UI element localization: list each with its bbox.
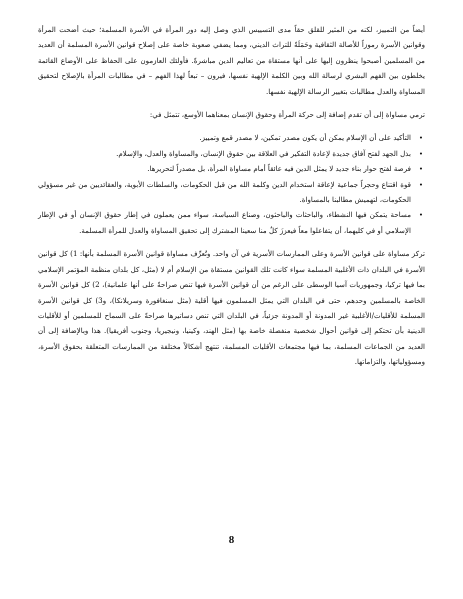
list-item: • فرصة لفتح حوار بناء جديد لا يمثل الدين فيه عائقاً أمام مساواة المرأة، بل مصدراً لتحريرها.	[38, 161, 411, 176]
list-item: • قوة اقتناع وحجراً جماعية لإعاقة استخدام الدين وكلمة الله من قبل الحكومات، والسلطات الأبوية، والعقائديين من غير مسؤولي الحكومات، لتهميش مطالبنا بالمساواة.	[38, 177, 411, 208]
contribution-list	[38, 130, 425, 238]
page-number: 8	[228, 534, 235, 546]
list-item: • مساحة يتمكن فيها النشطاء، والباحثات والباحثون، وصناع السياسة، سواء ممن يعملون في إطار حقوق الإنسان أو في الإطار الإسلامي أو في كليهما، أن يتفاعلوا معاً فيعززَ كلٌ منا سعينا المشترك إلى تحقيق المساواة والعدل للمرأة المسلمة.	[38, 207, 411, 238]
intro-paragraph: أيضاً من التمييز، لكنه من المثير للقلق حقاً مدى التسييس الذي وصل إليه دور المرأة في الأسرة المسلمة؛ حيث أضحت المرأة وقوانين الأسرة رموزاً للأصالة الثقافية وحَمَلَةً للتراث الديني، ومما يضفي صعوبة خاصة على إصلاح قوانين الأسرة المسلمة أن العديد من المسلمين أصبحوا ينظرون إليها على أنها مستقاة من تعاليم الدين مباشرةً. فأولئك العازمون على الحفاظ على الأوضاع القائمة يخلطون بين الفهم البشري لرسالة الله وبين الكلمة الإلهية نفسها، فيرون – تبعاً لهذا الفهم – في مطالبات المرأة بالإصلاح لتحقيق المساواة والعدل مطالبات بتغيير الرسالة الإلهية نفسها.	[38, 25, 425, 96]
family-law-definition-paragraph: تركز مساواة على قوانين الأسرة وعلى الممارسات الأسرية في آن واحد. وتُعرِّف مساواة قوانين الأسرة المسلمة بأنها: 1) كل قوانين الأسرة في البلدان ذات الأغلبية المسلمة سواء كانت تلك القوانين مستقاة من الإسلام أم لا (مثل، كل بلدان منظمة المؤتمر الإسلامي بما فيها تركيا، وجمهوريات آسيا الوسطى على الرغم من أن قوانين الأسرة فيها تنص صراحةً على أنها علمانية)، 2) كل قوانين الأسرة الخاصة بالمسلمين وحدهم، حتى في البلدان التي يمثل المسلمون فيها أقلية (مثل سنغافورة وسريلانكا)، و3) كل قوانين الأسرة المسلمة للأقليات/الأغلبية غير المدونة أو المدونة جزئياً، في البلدان التي تنص دساتيرها صراحةً على السماح للمسلمين أو للأقليات الدينية بأن تحتكم إلى قوانين أحوال شخصية منفصلة خاصة بها (مثل الهند، وكينيا، ونيجيريا، وجنوب أفريقيا). هذا وبالإضافة إلى أن العديد من الجماعات المسلمة، بما فيها مجتمعات الأقليات المسلمة، تنتهج أشكالاً مختلفة من الممارسات المتعلقة بحقوق الأسرة، ومسؤولياتها، والتزاماتها.	[38, 249, 425, 367]
document-page	[38, 22, 425, 378]
list-item: • بذل الجهد لفتح آفاق جديدة لإعادة التفكير في العلاقة بين حقوق الإنسان، والمساواة والعدل، والإسلام.	[38, 146, 411, 161]
list-item: • التأكيد على أن الإسلام يمكن أن يكون مصدر تمكين، لا مصدر قمع وتمييز.	[38, 130, 411, 145]
contribution-lead-paragraph: ترمي مساواة إلى أن تقدم إضافة إلى حركة المرأة وحقوق الإنسان بمعناهما الأوسع، تتمثل في:	[149, 110, 425, 120]
